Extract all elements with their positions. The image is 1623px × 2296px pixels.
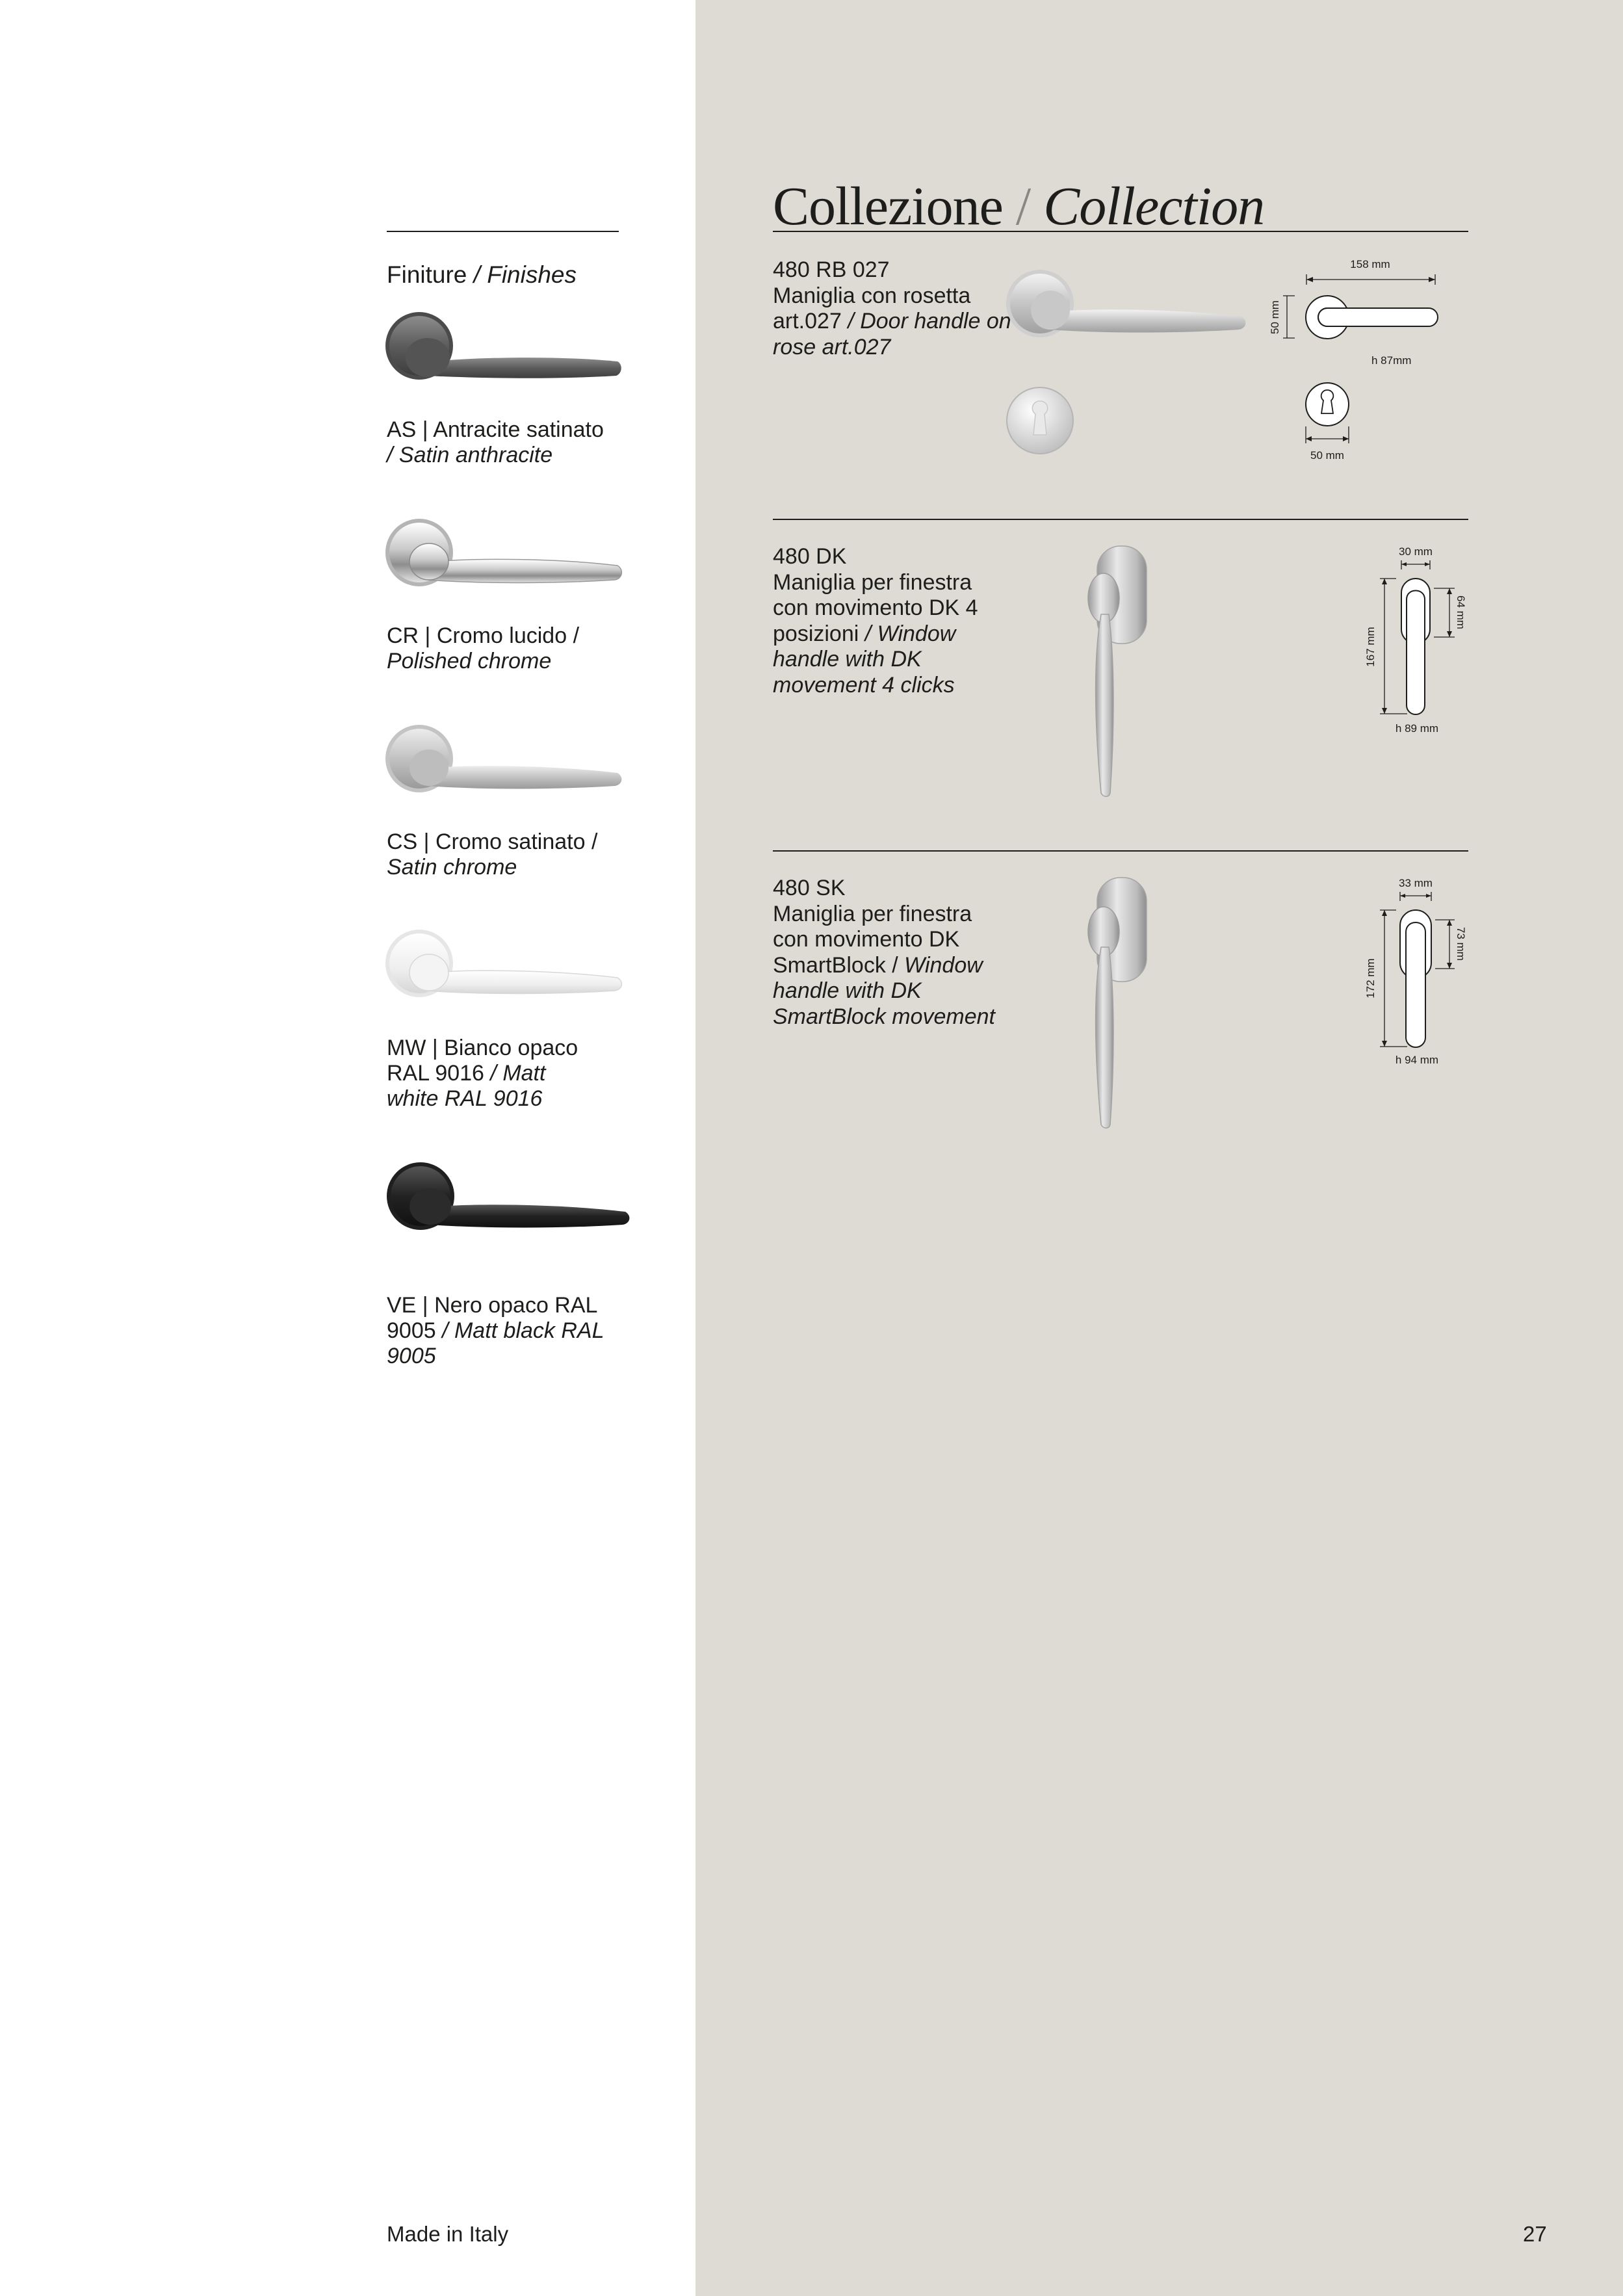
dim-height: 167 mm xyxy=(1364,627,1377,667)
title-english: Collection xyxy=(1043,176,1265,237)
product-desc-en: / Door handle on rose art.027 xyxy=(773,309,1011,359)
dim-width: 33 mm xyxy=(1399,877,1433,889)
product-code: 480 DK xyxy=(773,544,847,569)
product-divider-2 xyxy=(773,850,1468,852)
window-handle-sk-technical-drawing xyxy=(1358,871,1482,1073)
finishes-heading: Finiture / Finishes xyxy=(387,261,577,288)
finish-label-matt-black: VE | Nero opaco RAL 9005 / Matt black RAL 9005 xyxy=(387,1293,604,1368)
dim-grip: 73 mm xyxy=(1455,927,1467,961)
product-480-sk xyxy=(773,876,1013,1030)
finish-swatch-satin-chrome xyxy=(383,718,624,803)
finishes-rule xyxy=(387,231,619,232)
dim-depth: h 94 mm xyxy=(1395,1054,1439,1066)
product-code: 480 SK xyxy=(773,876,846,900)
product-480-dk xyxy=(773,544,1013,698)
made-in-italy: Made in Italy xyxy=(387,2222,509,2246)
product-desc-it: Maniglia con rosetta art.027 xyxy=(773,283,971,333)
product-divider-1 xyxy=(773,519,1468,520)
product-480-rb-027 xyxy=(773,257,1013,360)
page-title xyxy=(773,174,1264,239)
rose-escutcheon-image xyxy=(1004,385,1076,456)
finish-swatch-matt-black xyxy=(383,1157,630,1242)
window-handle-dk-technical-drawing xyxy=(1358,540,1482,741)
dim-length: 158 mm xyxy=(1350,258,1390,270)
product-desc-en: / Window handle with DK movement 4 clicks xyxy=(773,621,956,698)
door-handle-technical-drawing xyxy=(1267,254,1443,468)
finish-swatch-polished-chrome xyxy=(383,512,624,597)
dim-rose: 50 mm xyxy=(1310,449,1344,462)
finish-label-matt-white: MW | Bianco opaco RAL 9016 / Matt white RAL 9016 xyxy=(387,1036,578,1111)
dim-depth: h 89 mm xyxy=(1395,722,1439,735)
finish-label-polished-chrome: CR | Cromo lucido / Polished chrome xyxy=(387,623,580,673)
product-desc-it: Maniglia per finestra con movimento DK 4 posizioni xyxy=(773,569,978,646)
product-desc-en: Window handle with DK SmartBlock movement xyxy=(773,952,995,1029)
page-number: 27 xyxy=(1523,2222,1547,2246)
product-desc-it: Maniglia per finestra con movimento DK SmartBlock / xyxy=(773,901,972,978)
title-italian: Collezione xyxy=(773,176,1003,237)
finish-label-antracite: AS | Antracite satinato / Satin anthracite xyxy=(387,417,604,467)
window-handle-sk-image xyxy=(1072,874,1157,1131)
product-code: 480 RB 027 xyxy=(773,257,890,282)
finish-swatch-matt-white xyxy=(383,923,624,1008)
window-handle-dk-image xyxy=(1072,543,1157,800)
title-separator: / xyxy=(1015,176,1031,237)
title-rule xyxy=(773,231,1468,232)
dim-height: 50 mm xyxy=(1269,300,1281,334)
dim-depth: h 87mm xyxy=(1371,354,1412,367)
finish-swatch-antracite xyxy=(383,306,624,390)
door-handle-image xyxy=(1001,263,1248,348)
dim-width: 30 mm xyxy=(1399,545,1433,558)
dim-height: 172 mm xyxy=(1364,958,1377,998)
dim-grip: 64 mm xyxy=(1455,595,1467,629)
finish-label-satin-chrome: CS | Cromo satinato / Satin chrome xyxy=(387,829,598,880)
